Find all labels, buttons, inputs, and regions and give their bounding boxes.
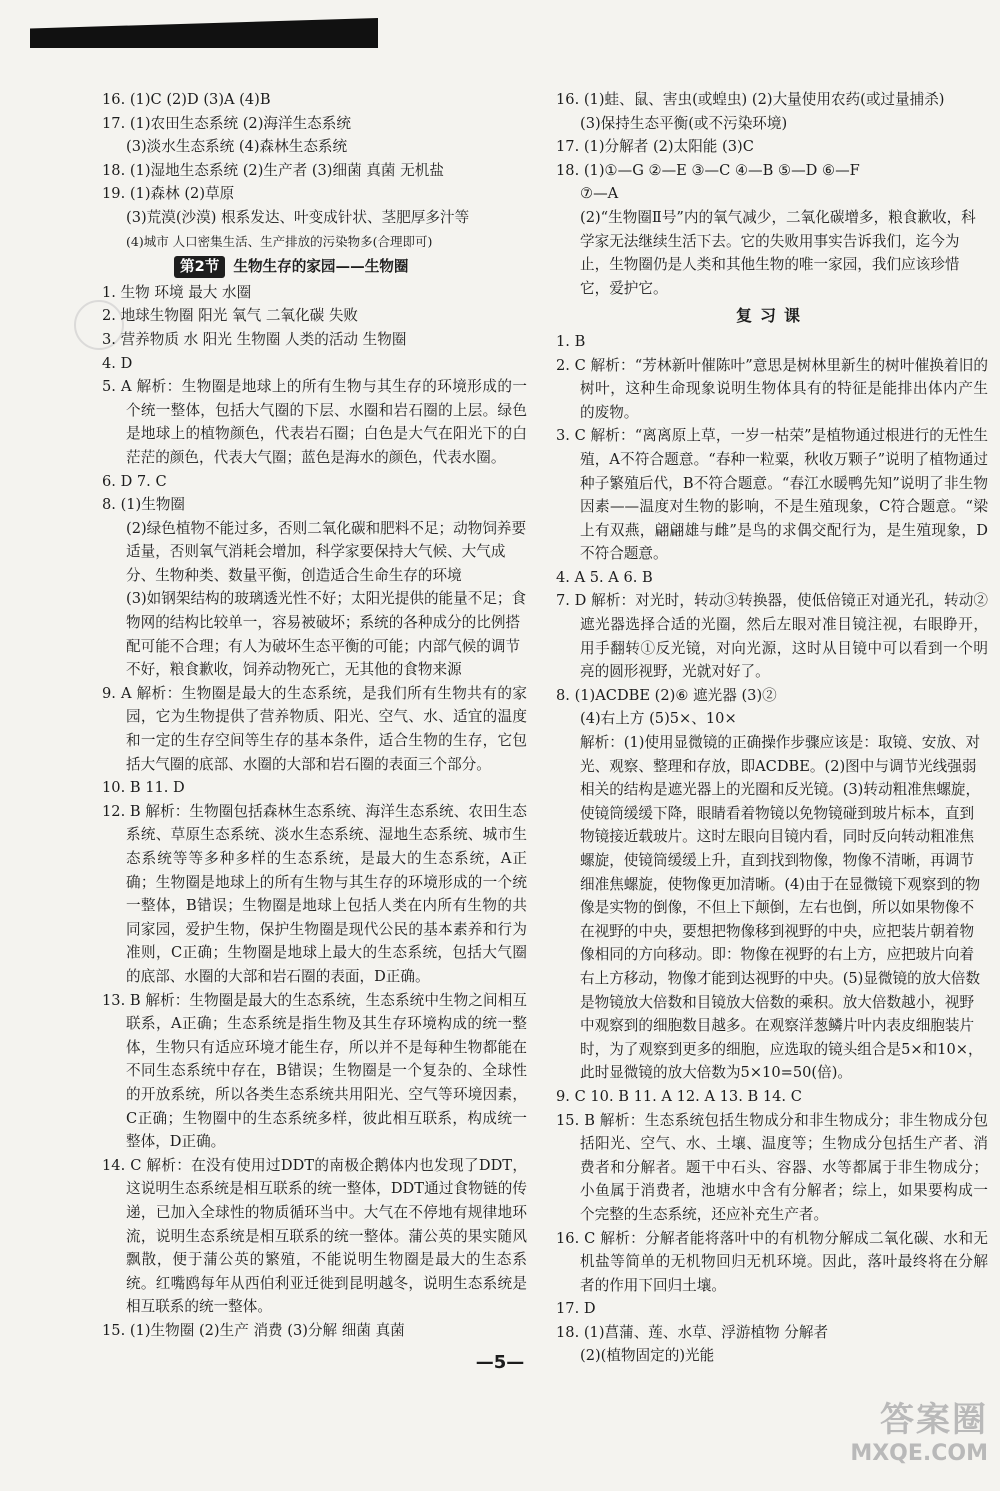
answer-17-cont: (3)淡水生态系统 (4)森林生态系统 [126,138,348,156]
left-column [102,88,527,1342]
s2-answer-3: 3. 营养物质 水 阳光 生物圈 人类的活动 生物圈 [102,330,407,348]
section-badge: 第2节 [174,256,225,278]
s2-answer-5: 5. A 解析：生物圈是地球上的所有生物与其生存的环境形成的一个统一整体，包括大气圈的下层、水圈和岩石圈的上层。绿色是地球上的植物颜色，代表岩石圈；白色是大气在阳光下的白茫茫的颜色，代表大气圈；蓝色是海水的颜色，代表水圈。 [102,378,527,466]
s2-answer-4: 4. D [102,354,133,372]
review-answer-8-analysis: 解析：(1)使用显微镜的正确操作步骤应该是：取镜、安放、对光、观察、整理和存放，即ACDBE。(2)图中与调节光线强弱相关的结构是遮光器上的光圈和反光镜。(3)转动粗准焦螺旋，使镜筒缓缓下降，眼睛看着物镜以免物镜碰到玻片标本，直到物镜接近载玻片。这时左眼向目镜内看，同时反向转动粗准焦螺旋，使镜筒缓缓上升，直到找到物像，物像不清晰，再调节细准焦螺旋，使物像更加清晰。(4)由于在显微镜下观察到的物像是实物的倒像，不但上下颠倒，左右也倒，所以如果物像不在视野的中央，要想把物像移到视野的中央，应把装片朝着物像相同的方向移动。即：物像在视野的右上方，应把玻片向着右上方移动，物像才能到达视野的中央。(5)显微镜的放大倍数是物镜放大倍数和目镜放大倍数的乘积。放大倍数越小，视野中观察到的细胞数目越多。在观察洋葱鳞片叶内表皮细胞装片时，为了观察到更多的细胞，应选取的镜头组合是5×和10×，此时显微镜的放大倍数为5×10=50(倍)。 [580,734,983,1082]
review-answer-4-6: 4. A 5. A 6. B [556,568,653,586]
review-answer-17: 17. D [556,1300,596,1318]
answer-18-right-cont: ⑦—A [580,185,619,203]
review-answer-18-part2: (2)(植物固定的)光能 [580,1347,715,1365]
review-answer-2: 2. C 解析：“芳林新叶催陈叶”意思是树林里新生的树叶催换着旧的树叶，这种生命现象说明生物体具有的特征是能排出体内产生的废物。 [556,356,988,421]
right-column [556,88,988,1368]
review-answer-7: 7. D 解析：对光时，转动③转换器，使低倍镜正对通光孔，转动②遮光器选择合适的光圈，然后左眼对准目镜注视，右眼睁开，用手翻转①反光镜，对向光源，这时从目镜中可以看到一个明亮的圆形视野，光就对好了。 [556,592,988,681]
answer-19-part4: (4)城市 人口密集生活、生产排放的污染物多(合理即可) [126,233,433,249]
s2-answer-8: 8. (1)生物圈 [102,496,186,514]
review-section-title: 复习课 [735,306,808,326]
answer-16-right-cont: (3)保持生态平衡(或不污染环境) [580,114,788,132]
answer-19: 19. (1)森林 (2)草原 [102,185,235,203]
answer-16-right: 16. (1)蛙、鼠、害虫(或蝗虫) (2)大量使用农药(或过量捕杀) [556,91,945,108]
s2-answer-10-11: 10. B 11. D [102,779,185,797]
answer-19-part3: (3)荒漠(沙漠) 根系发达、叶变成针状、茎肥厚多汁等 [126,208,470,226]
watermark-url: MXQE.COM [850,1441,988,1466]
section-title: 生物生存的家园——生物圈 [233,258,409,276]
s2-answer-14: 14. C 解析：在没有使用过DDT的南极企鹅体内也发现了DDT，这说明生态系统是相互联系的统一整体，DDT通过食物链的传递，已加入全球性的物质循环当中。大气在不停地有规律地环流，说明生态系统是相互联系的统一整体。蒲公英的果实随风飘散，便于蒲公英的繁殖，不能说明生物圈是最大的生态系统。红嘴鸥每年从西伯利亚迁徙到昆明越冬，说明生态系统是相互联系的统一整体。 [102,1156,527,1316]
section-heading [174,255,527,279]
s2-answer-12: 12. B 解析：生物圈包括森林生态系统、海洋生态系统、农田生态系统、草原生态系统、淡水生态系统、湿地生态系统、城市生态系统等等多种多样的生态系统，是最大的生态系统，A正确；生物圈是地球上的所有生物与其生存的环境形成的一个统一整体，B错误；生物圈是地球上包括人类在内所有生物的共同家园，爱护生物，保护生物圈是现代公民的基本素养和行为准则，C正确；生物圈是地球上最大的生态系统，包括大气圈的底部、水圈的大部和岩石圈的表面，D正确。 [102,802,527,985]
s2-answer-1: 1. 生物 环境 最大 水圈 [102,283,252,301]
answer-17: 17. (1)农田生态系统 (2)海洋生态系统 [102,114,351,132]
review-answer-18: 18. (1)菖蒲、莲、水草、浮游植物 分解者 [556,1323,829,1341]
review-answer-15: 15. B 解析：生态系统包括生物成分和非生物成分；非生物成分包括阳光、空气、水、土壤、温度等；生物成分包括生产者、消费者和分解者。题干中石头、容器、水等都属于非生物成分；小鱼属于消费者，池塘水中含有分解者；综上，如果要构成一个完整的生态系统，还应补充生产者。 [556,1111,988,1223]
page-number: —5— [475,1352,525,1373]
review-answer-3: 3. C 解析：“离离原上草，一岁一枯荣”是植物通过根进行的无性生殖，A不符合题意。“春种一粒粟，秋收万颗子”说明了植物通过种子繁殖后代，B不符合题意。“春江水暖鸭先知”说明了非生物因素——温度对生物的影响，不是生殖现象，C符合题意。“梁上有双燕，翩翩雄与雌”是鸟的求偶交配行为，是生殖现象，D不符合题意。 [556,427,988,563]
answer-16: 16. (1)C (2)D (3)A (4)B [102,91,271,108]
review-answer-9-14: 9. C 10. B 11. A 12. A 13. B 14. C [556,1087,802,1105]
review-answer-8: 8. (1)ACDBE (2)⑥ 遮光器 (3)② [556,686,777,704]
s2-answer-2: 2. 地球生物圈 阳光 氧气 二氧化碳 失败 [102,307,359,325]
review-answer-16: 16. C 解析：分解者能将落叶中的有机物分解成二氧化碳、水和无机盐等简单的无机物回归无机环境。因此，落叶最终将在分解者的作用下回归土壤。 [556,1229,988,1294]
s2-answer-8-part2: (2)绿色植物不能过多，否则二氧化碳和肥料不足；动物饲养要适量，否则氧气消耗会增加，科学家要保持大气候、大气成分、生物种类、数量平衡，创造适合生命生存的环境 [126,519,527,584]
answer-17-right: 17. (1)分解者 (2)太阳能 (3)C [556,138,754,156]
answer-18: 18. (1)湿地生态系统 (2)生产者 (3)细菌 真菌 无机盐 [102,161,444,179]
s2-answer-8-part3: (3)如钢架结构的玻璃透光性不好；太阳光提供的能量不足；食物网的结构比较单一，容易被破坏；系统的各种成分的比例搭配可能不合理；有人为破坏生态平衡的可能；内部气候的调节不好，粮食歉收，饲养动物死亡，无其他的食物来源 [126,590,527,679]
review-answer-8-cont: (4)右上方 (5)5×、10× [580,710,737,728]
s2-answer-13: 13. B 解析：生物圈是最大的生态系统，生态系统中生物之间相互联系，A正确；生态系统是指生物及其生存环境构成的统一整体，生物只有适应环境才能生存，所以并不是每种生物都能在不同生态系统中存在，B错误；生物圈是一个复杂的、全球性的开放系统，所以各类生态系统共用阳光、空气等环境因素，C正确；生物圈中的生态系统多样，彼此相互联系，构成统一整体，D正确。 [102,991,527,1151]
s2-answer-6-7: 6. D 7. C [102,472,167,490]
answer-18-right: 18. (1)①—G ②—E ③—C ④—B ⑤—D ⑥—F [556,161,860,179]
watermark [818,1400,988,1480]
s2-answer-9: 9. A 解析：生物圈是最大的生态系统，是我们所有生物共有的家园，它为生物提供了营养物质、阳光、空气、水、适宜的温度和一定的生存空间等生存的基本条件，适合生物的生存，它包括大气圈的底部、水圈的大部和岩石圈的表面三个部分。 [102,684,527,773]
watermark-logo: 答案圈 [880,1400,988,1440]
s2-answer-15: 15. (1)生物圈 (2)生产 消费 (3)分解 细菌 真菌 [102,1321,405,1339]
review-answer-1: 1. B [556,332,586,350]
header-black-bar [30,18,378,48]
answer-18-right-part2: (2)“生物圈Ⅱ号”内的氧气减少，二氧化碳增多，粮食歉收，科学家无法继续生活下去。它的失败用事实告诉我们，迄今为止，生物圈仍是人类和其他生物的唯一家园，我们应该珍惜它，爱护它。 [580,208,976,297]
